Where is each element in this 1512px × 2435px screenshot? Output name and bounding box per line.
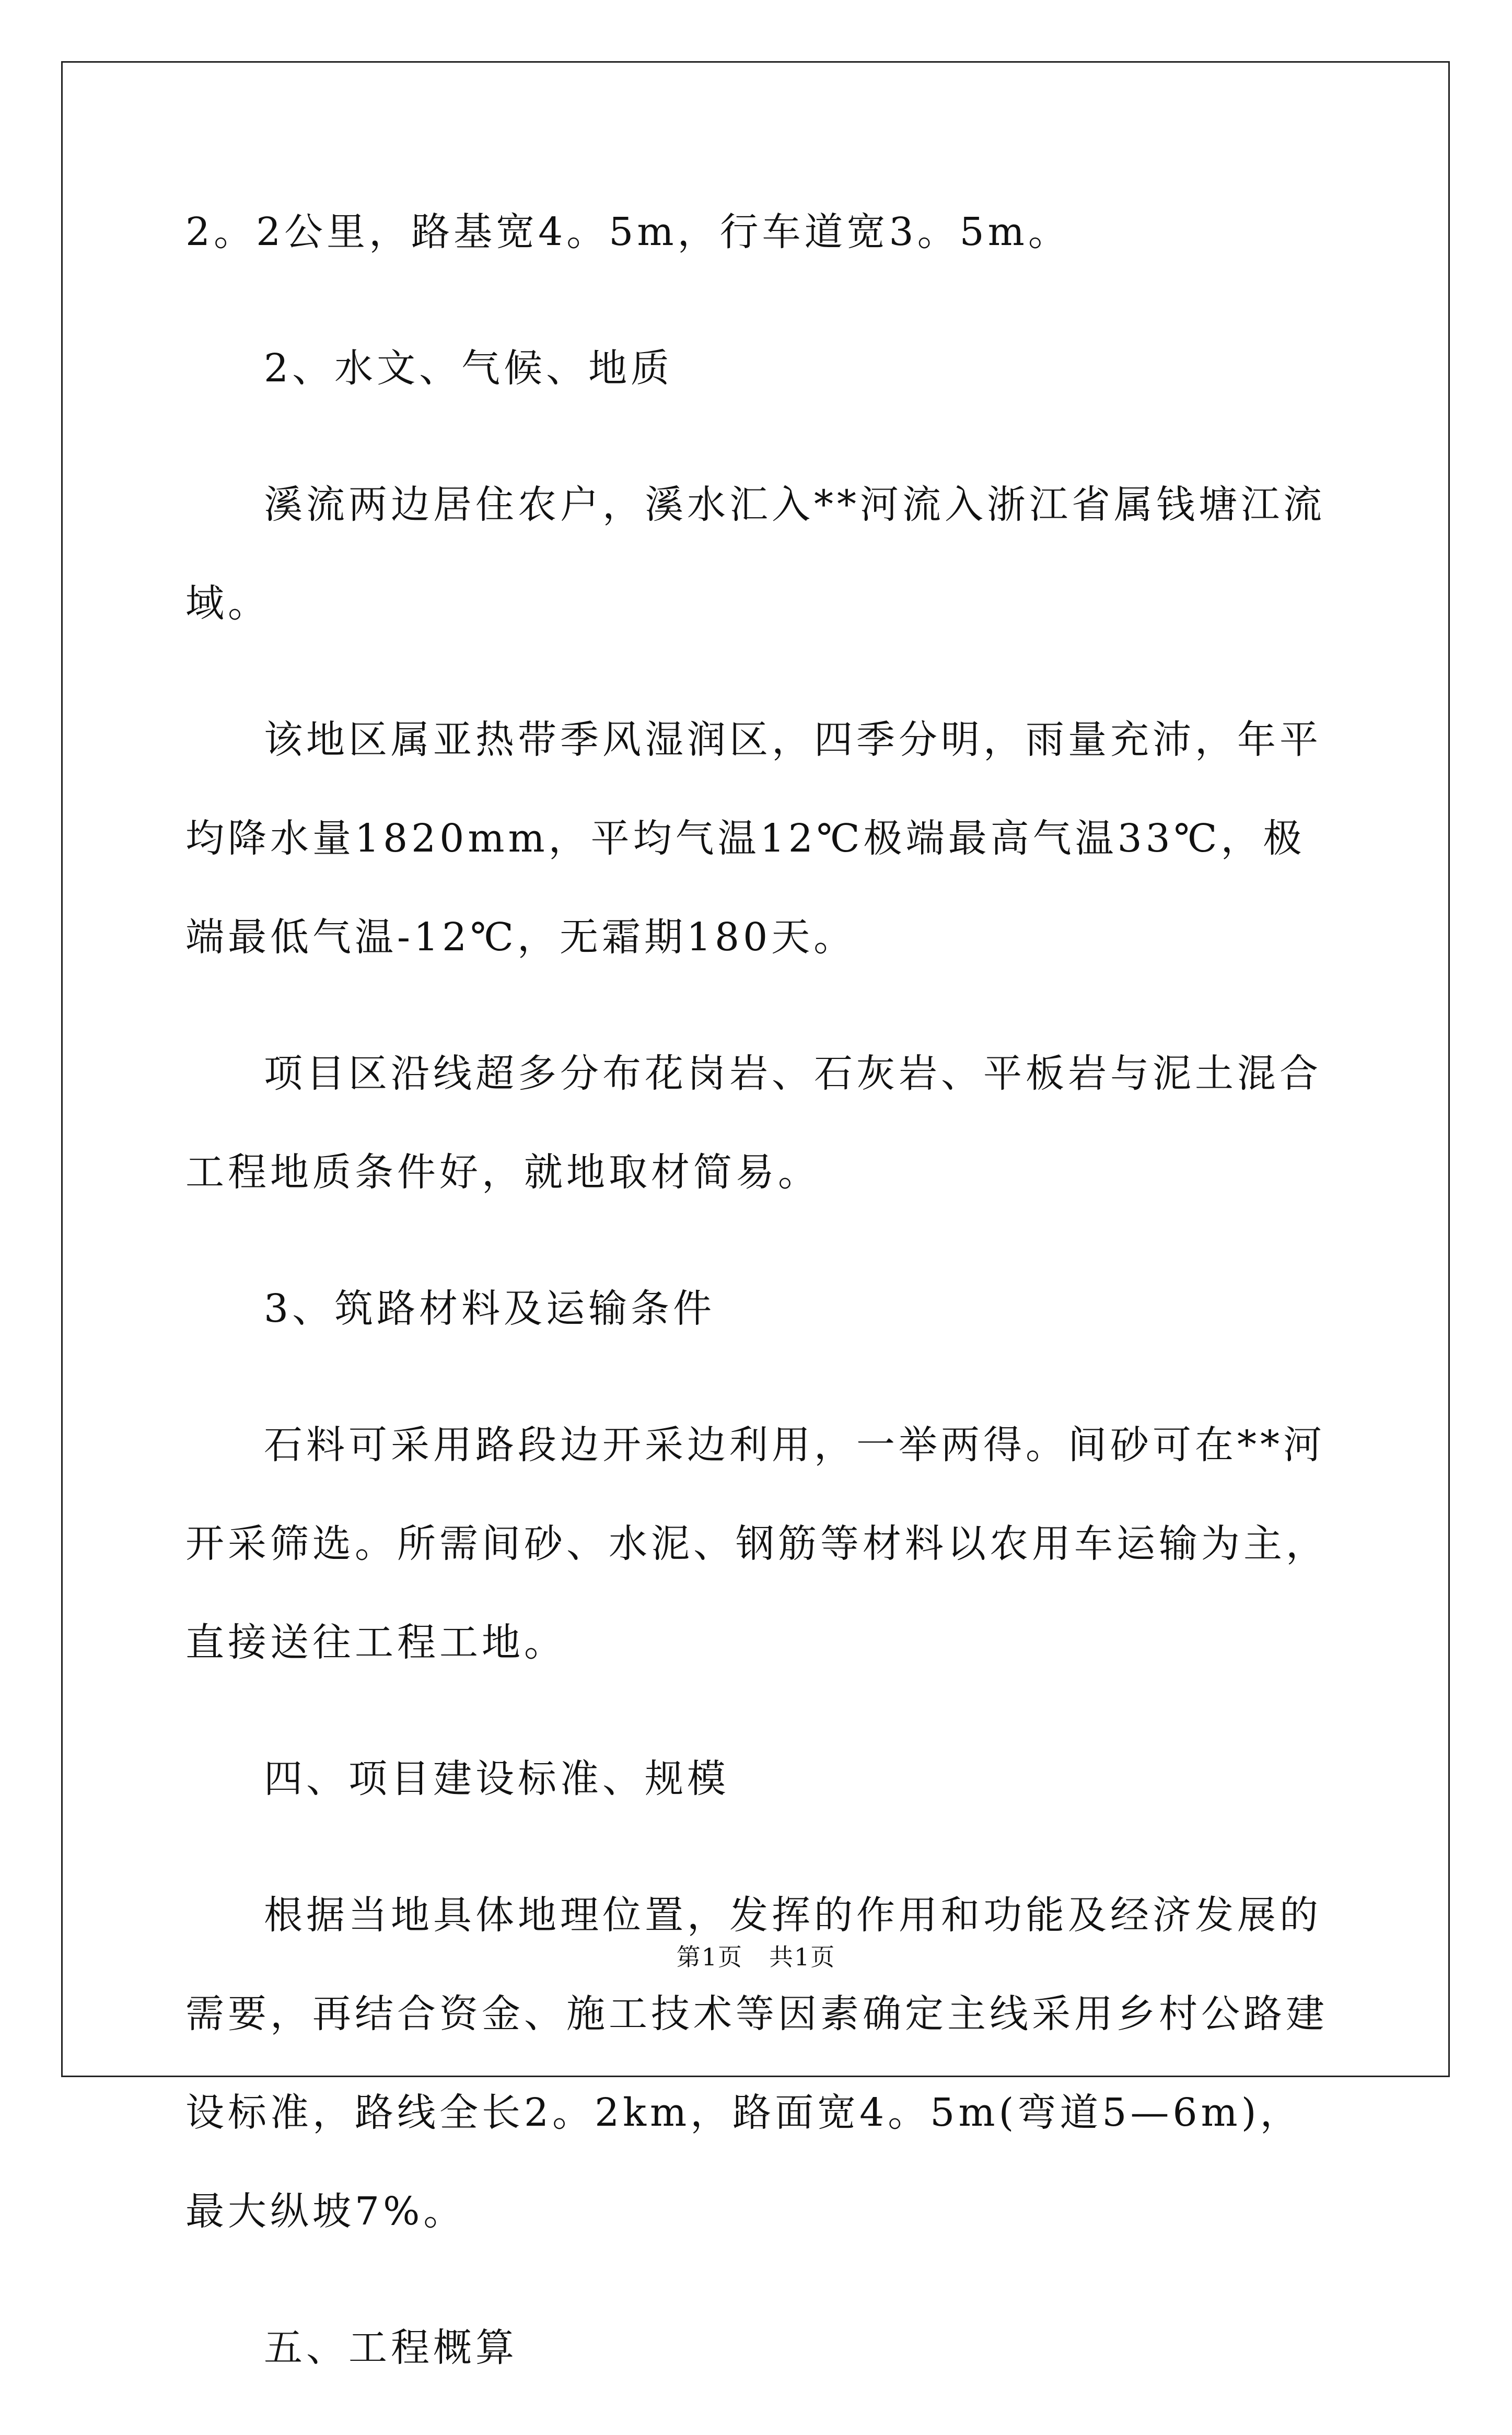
- paragraph-stream: 溪流两边居住农户，溪水汇入**河流入浙江省属钱塘江流域。: [185, 482, 1325, 626]
- document-body: [185, 183, 1335, 2435]
- page-number: 第1页: [676, 1943, 743, 1971]
- section-heading-estimate: 五、工程概算: [264, 2325, 518, 2370]
- page-footer: [0, 1938, 1512, 1973]
- paragraph-geology: 项目区沿线超多分布花岗岩、石灰岩、平板岩与泥土混合工程地质条件好，就地取材简易。: [185, 1051, 1322, 1195]
- page-total: 共1页: [769, 1943, 836, 1971]
- paragraph-materials: 石料可采用路段边开采边利用，一举两得。间砂可在**河开采筛选。所需间砂、水泥、钢筋等材料以农用车运输为主，直接送往工程工地。: [185, 1423, 1328, 1665]
- paragraph-standards: 根据当地具体地理位置，发挥的作用和功能及经济发展的需要，再结合资金、施工技术等因素确定主线采用乡村公路建设标准，路线全长2。2km，路面宽4。5m(弯道5—6m)，最大纵坡7%。: [185, 1893, 1328, 2234]
- section-heading-materials: 3、筑路材料及运输条件: [264, 1286, 716, 1331]
- section-heading-standards: 四、项目建设标准、规模: [264, 1756, 729, 1801]
- section-heading-hydrology: 2、水文、气候、地质: [264, 346, 673, 391]
- paragraph-continuation: 2。2公里，路基宽4。5m，行车道宽3。5m。: [185, 209, 1071, 254]
- paragraph-climate: 该地区属亚热带季风湿润区，四季分明，雨量充沛，年平均降水量1820mm，平均气温12℃极端最高气温33℃，极端最低气温-12℃，无霜期180天。: [185, 717, 1322, 960]
